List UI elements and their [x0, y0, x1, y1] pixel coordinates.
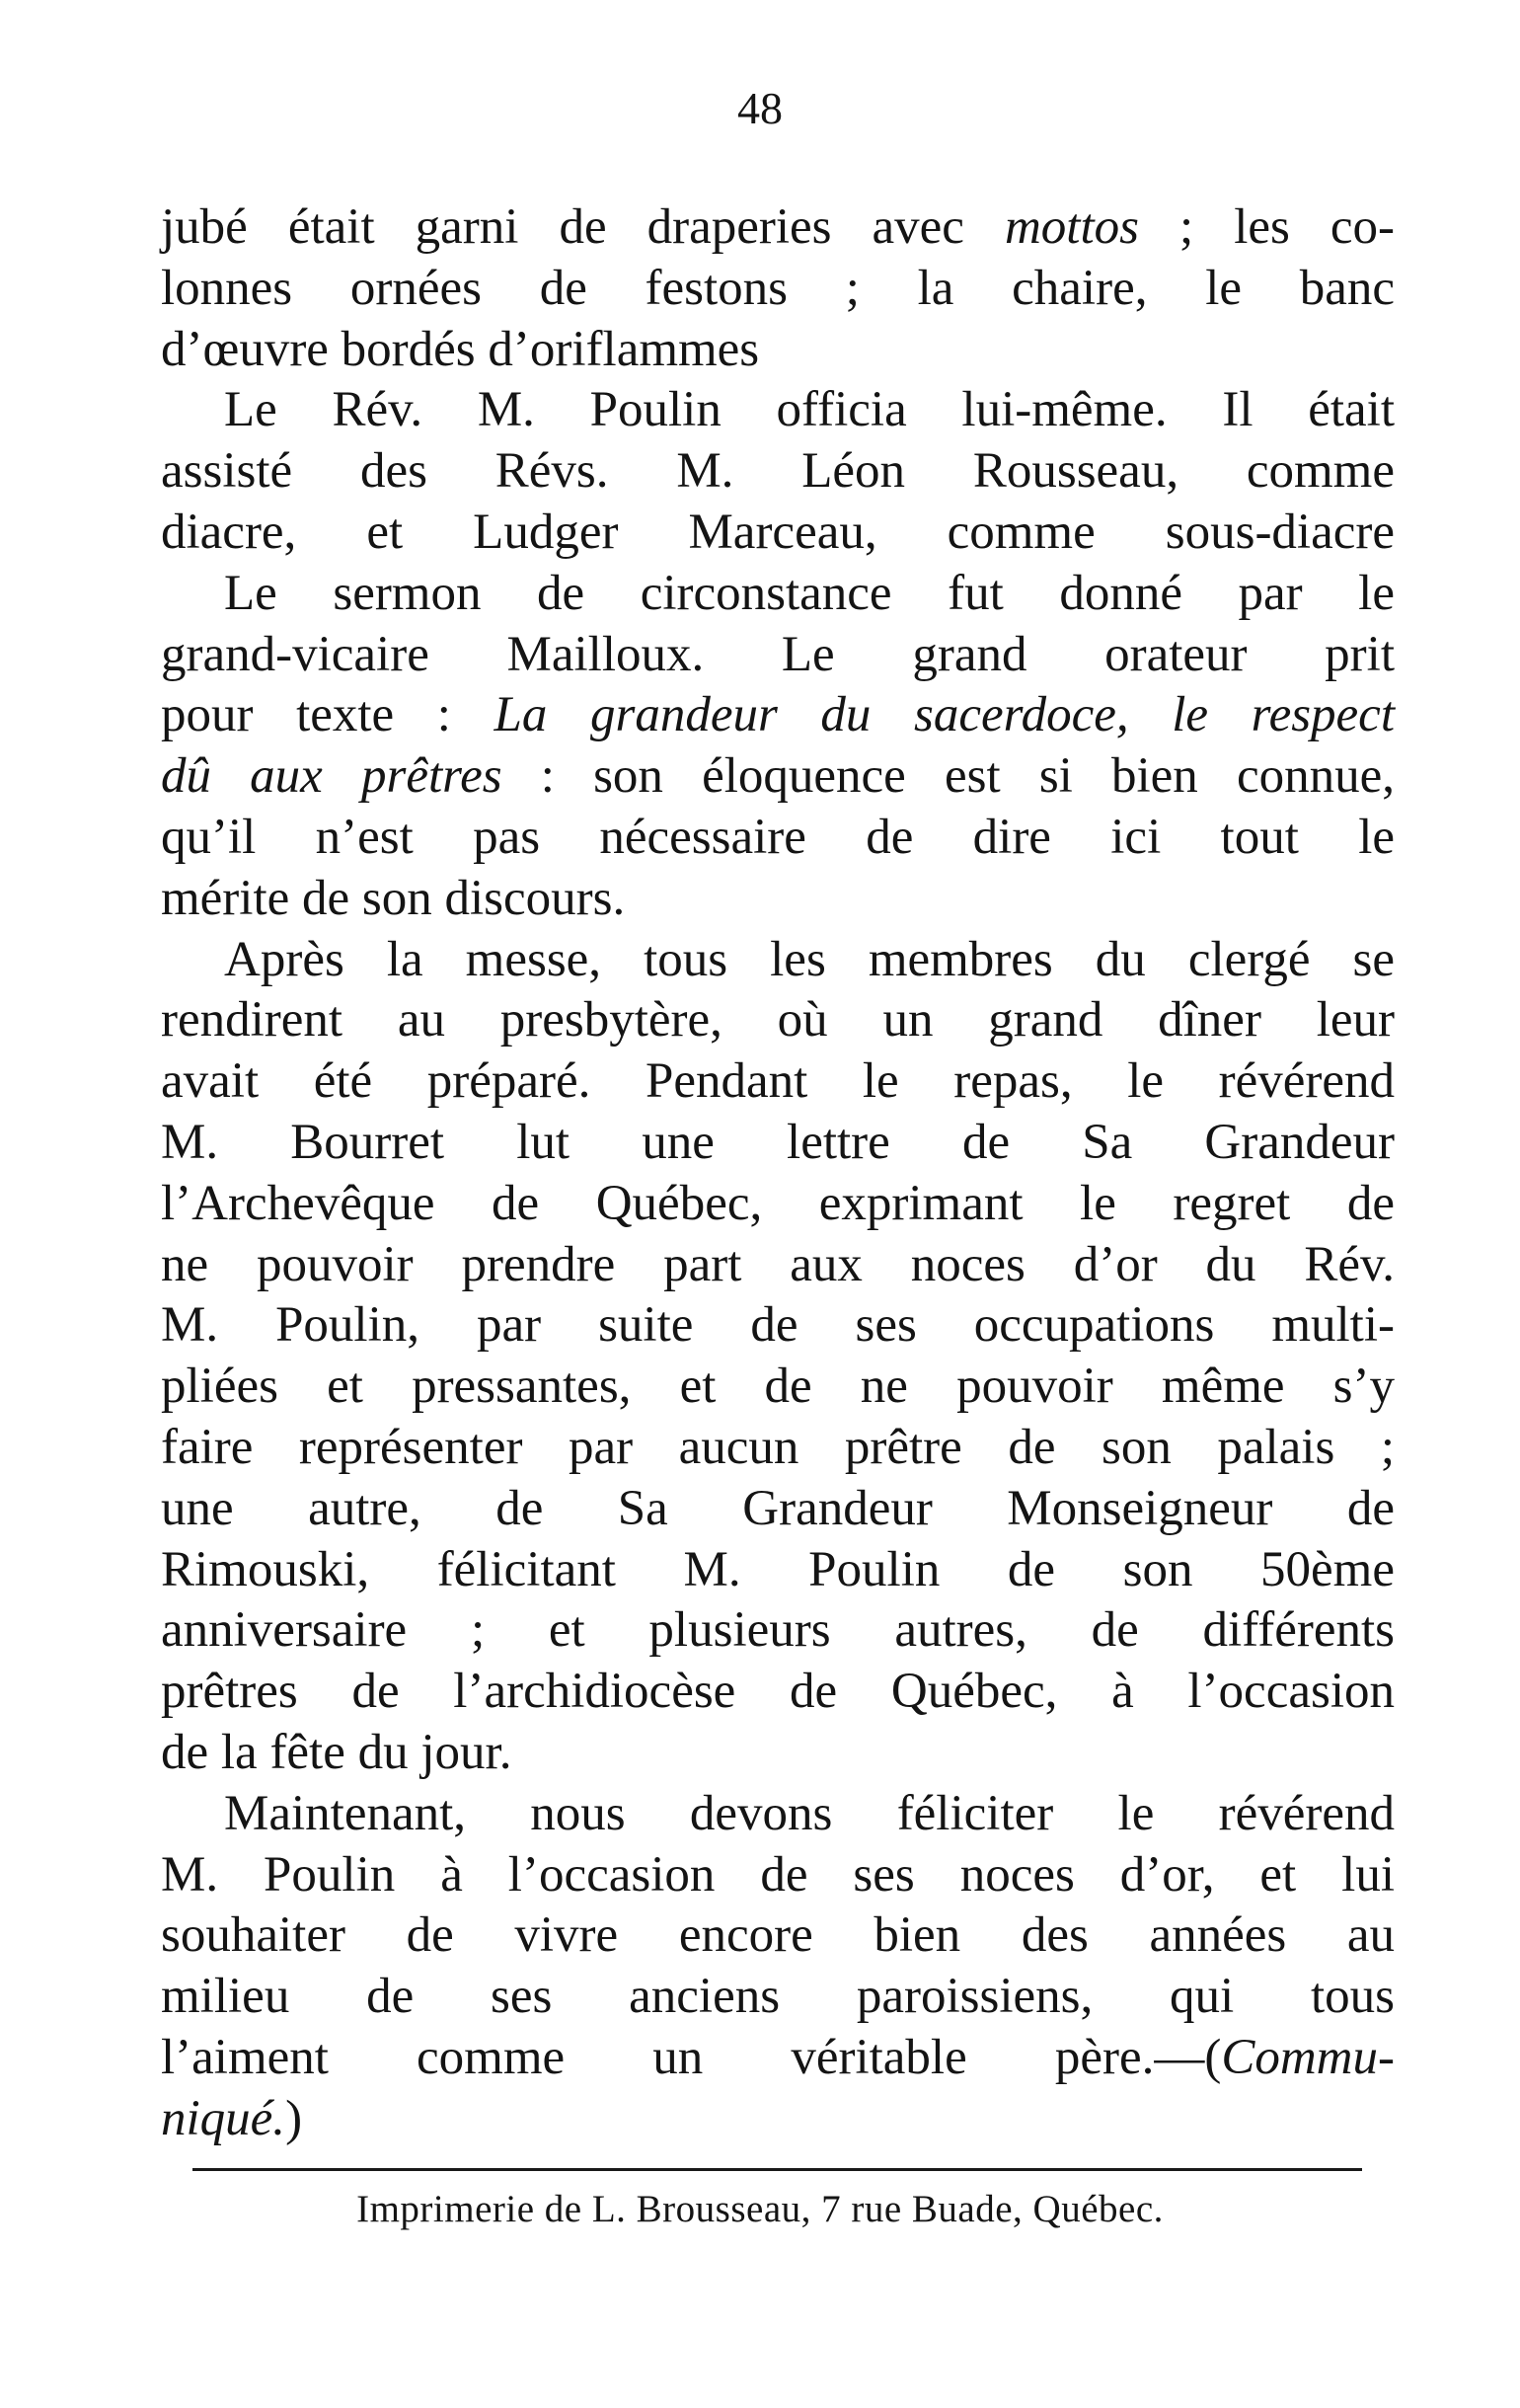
text-line	[161, 930, 1395, 991]
italic-text-span: dû aux prêtres	[161, 748, 502, 805]
text-line	[161, 746, 1395, 808]
printer-imprint: Imprimerie de L. Brousseau, 7 rue Buade, Québec.	[356, 2188, 1164, 2230]
text-span: qu’il n’est pas nécessaire de dire ici tout le	[161, 809, 1395, 865]
text-line	[161, 441, 1395, 503]
text-line	[161, 1295, 1395, 1357]
text-span: Le sermon de circonstance fut donné par le	[224, 565, 1395, 621]
text-span: Après la messe, tous les membres du clergé se	[224, 931, 1395, 987]
text-line	[161, 2089, 1395, 2150]
text-span: diacre, et Ludger Marceau, comme sous-diacre	[161, 504, 1395, 560]
text-span: jubé était garni de draperies avec	[161, 199, 1005, 255]
text-line	[161, 1479, 1395, 1540]
text-line	[161, 1113, 1395, 1174]
text-span: )	[285, 2090, 303, 2146]
text-span: pour texte :	[161, 687, 494, 743]
italic-text-span: niqué.	[161, 2090, 286, 2146]
text-line	[161, 1357, 1395, 1418]
italic-text-span: La grandeur du sacerdoce, le respect	[494, 687, 1395, 743]
text-line	[161, 1051, 1395, 1113]
text-span: M. Poulin, par suite de ses occupations multi-	[161, 1297, 1395, 1354]
text-line	[161, 1905, 1395, 1967]
italic-text-span: mottos	[1004, 199, 1139, 255]
text-span: Maintenant, nous devons féliciter le révérend	[224, 1785, 1395, 1841]
text-span: M. Bourret lut une lettre de Sa Grandeur	[161, 1114, 1395, 1170]
text-span: d’œuvre bordés d’oriflammes	[161, 321, 760, 377]
text-line	[161, 1723, 1395, 1784]
page-number: 48	[737, 83, 783, 133]
footer-rule	[192, 2168, 1362, 2171]
text-line	[161, 259, 1395, 320]
text-span: souhaiter de vivre encore bien des années au	[161, 1907, 1395, 1964]
text-span: Rimouski, félicitant M. Poulin de son 50ème	[161, 1541, 1395, 1597]
text-line	[161, 320, 1395, 381]
text-span: de la fête du jour.	[161, 1724, 512, 1780]
text-span: ne pouvoir prendre part aux noces d’or du Rév.	[161, 1236, 1395, 1292]
text-line	[161, 1845, 1395, 1906]
text-span: Le Rév. M. Poulin officia lui-même. Il était	[224, 382, 1395, 438]
text-span: : son éloquence est si bien connue,	[501, 748, 1395, 805]
text-span: assisté des Révs. M. Léon Rousseau, comme	[161, 443, 1395, 500]
text-span: rendirent au presbytère, où un grand dîner leur	[161, 992, 1395, 1049]
text-line	[161, 1662, 1395, 1723]
text-span: milieu de ses anciens paroissiens, qui tous	[161, 1969, 1395, 2025]
text-span: mérite de son discours.	[161, 870, 626, 926]
text-line	[161, 1784, 1395, 1845]
text-line	[161, 1418, 1395, 1479]
text-line	[161, 808, 1395, 869]
text-line	[161, 564, 1395, 625]
text-span: une autre, de Sa Grandeur Monseigneur de	[161, 1480, 1395, 1536]
text-span: grand-vicaire Mailloux. Le grand orateur prit	[161, 626, 1395, 682]
text-line	[161, 1600, 1395, 1662]
text-span: prêtres de l’archidiocèse de Québec, à l’occasion	[161, 1664, 1395, 1720]
body-text	[161, 197, 1395, 2150]
text-line	[161, 2028, 1395, 2089]
text-line	[161, 869, 1395, 930]
text-line	[161, 380, 1395, 441]
text-span: M. Poulin à l’occasion de ses noces d’or, et lui	[161, 1846, 1395, 1903]
italic-text-span: Commu-	[1221, 2029, 1395, 2085]
text-line	[161, 990, 1395, 1051]
text-line	[161, 1174, 1395, 1235]
text-line	[161, 625, 1395, 686]
text-line	[161, 1235, 1395, 1296]
text-span: ; les co-	[1138, 199, 1395, 255]
text-span: pliées et pressantes, et de ne pouvoir même s’y	[161, 1359, 1395, 1415]
text-span: avait été préparé. Pendant le repas, le révérend	[161, 1053, 1395, 1110]
text-line	[161, 1967, 1395, 2028]
text-span: l’Archevêque de Québec, exprimant le regret de	[161, 1175, 1395, 1231]
text-span: lonnes ornées de festons ; la chaire, le banc	[161, 260, 1395, 316]
text-line	[161, 1540, 1395, 1601]
text-span: faire représenter par aucun prêtre de son palais ;	[161, 1419, 1395, 1475]
text-line	[161, 197, 1395, 259]
text-line	[161, 685, 1395, 746]
text-span: l’aiment comme un véritable père.—(	[161, 2029, 1222, 2085]
text-span: anniversaire ; et plusieurs autres, de différents	[161, 1602, 1395, 1659]
text-line	[161, 503, 1395, 564]
